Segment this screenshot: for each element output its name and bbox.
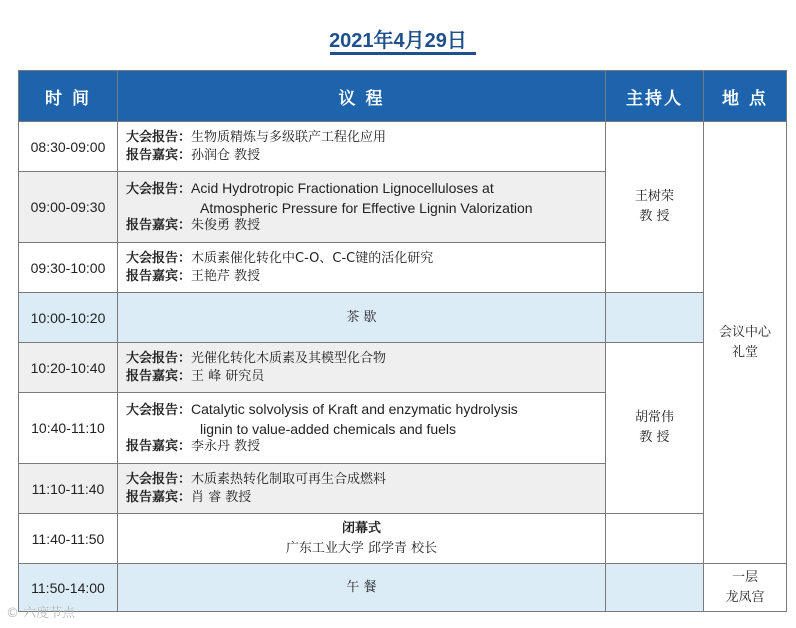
lunch-cell: 午 餐	[118, 564, 606, 612]
host-empty-cell	[606, 514, 704, 564]
host-cell	[606, 122, 704, 293]
report-label: 大会报告：	[126, 250, 192, 266]
closing-speaker: 广东工业大学 邱学青 校长	[285, 540, 438, 556]
break-cell: 茶 歇	[118, 293, 606, 343]
closing-cell	[118, 514, 606, 564]
host-name: 王树荣	[634, 189, 674, 204]
table-row	[19, 293, 787, 343]
row-time: 10:40-11:10	[19, 393, 118, 464]
header-agenda: 议 程	[118, 71, 606, 122]
report-label: 大会报告：	[126, 182, 192, 197]
row-time: 08:30-09:00	[19, 122, 118, 172]
place-line: 龙凤宫	[725, 589, 765, 605]
host-cell	[606, 343, 704, 514]
report-label: 大会报告：	[126, 403, 192, 418]
report-label: 大会报告：	[126, 350, 192, 366]
guest-name: 李永丹 教授	[191, 439, 261, 454]
guest-name: 王艳芹 教授	[191, 268, 261, 284]
place-line: 礼堂	[731, 344, 758, 360]
row-time: 11:10-11:40	[19, 464, 118, 514]
host-empty-cell	[606, 564, 704, 612]
guest-label: 报告嘉宾：	[126, 368, 192, 384]
row-time: 09:00-09:30	[19, 172, 118, 243]
table-row	[19, 564, 787, 612]
watermark: © 六度节点	[6, 606, 76, 621]
guest-label: 报告嘉宾：	[126, 439, 192, 454]
lunch-place-cell	[704, 564, 787, 612]
guest-name: 孙润仓 教授	[191, 147, 261, 163]
report-title-cont: lignin to value-added chemicals and fuels	[200, 421, 457, 437]
row-agenda	[118, 122, 606, 172]
report-title: 生物质精炼与多级联产工程化应用	[191, 129, 387, 145]
guest-label: 报告嘉宾：	[126, 489, 192, 505]
guest-label: 报告嘉宾：	[126, 268, 192, 284]
host-title: 教 授	[639, 209, 670, 224]
report-title: 木质素热转化制取可再生合成燃料	[191, 471, 387, 487]
row-agenda	[118, 464, 606, 514]
page-date: 2021年4月29日	[329, 30, 467, 52]
date-underline	[330, 52, 476, 55]
report-title: Catalytic solvolysis of Kraft and enzymatic hydrolysis	[191, 401, 518, 417]
guest-name: 肖 睿 教授	[191, 489, 252, 505]
row-time: 10:00-10:20	[19, 293, 118, 343]
row-agenda	[118, 343, 606, 393]
row-agenda	[118, 243, 606, 293]
host-title: 教 授	[639, 430, 670, 445]
place-line: 会议中心	[718, 324, 771, 340]
host-name: 胡常伟	[634, 410, 674, 425]
row-time: 10:20-10:40	[19, 343, 118, 393]
header-place: 地 点	[704, 71, 787, 122]
report-title: 木质素催化转化中C-O、C-C键的活化研究	[191, 250, 434, 266]
table-row	[19, 122, 787, 172]
place-cell	[704, 122, 787, 564]
table-row	[19, 343, 787, 393]
agenda-table	[18, 70, 787, 612]
report-label: 大会报告：	[126, 471, 192, 487]
host-empty-cell	[606, 293, 704, 343]
row-agenda	[118, 393, 606, 464]
header-time: 时 间	[19, 71, 118, 122]
table-row	[19, 514, 787, 564]
guest-name: 王 峰 研究员	[191, 368, 265, 384]
report-label: 大会报告：	[126, 129, 192, 145]
report-title: Acid Hydrotropic Fractionation Lignocelluloses at	[191, 180, 494, 196]
guest-label: 报告嘉宾：	[126, 218, 192, 233]
guest-name: 朱俊勇 教授	[191, 218, 261, 233]
row-time: 11:40-11:50	[19, 514, 118, 564]
row-time: 09:30-10:00	[19, 243, 118, 293]
place-line: 一层	[731, 569, 758, 585]
table-header	[19, 71, 787, 122]
header-host: 主持人	[606, 71, 704, 122]
closing-title: 闭幕式	[341, 520, 381, 536]
row-time: 11:50-14:00	[19, 564, 118, 612]
report-title: 光催化转化木质素及其模型化合物	[191, 350, 387, 366]
guest-label: 报告嘉宾：	[126, 147, 192, 163]
row-agenda	[118, 172, 606, 243]
report-title-cont: Atmospheric Pressure for Effective Lignin Valorization	[200, 200, 533, 216]
